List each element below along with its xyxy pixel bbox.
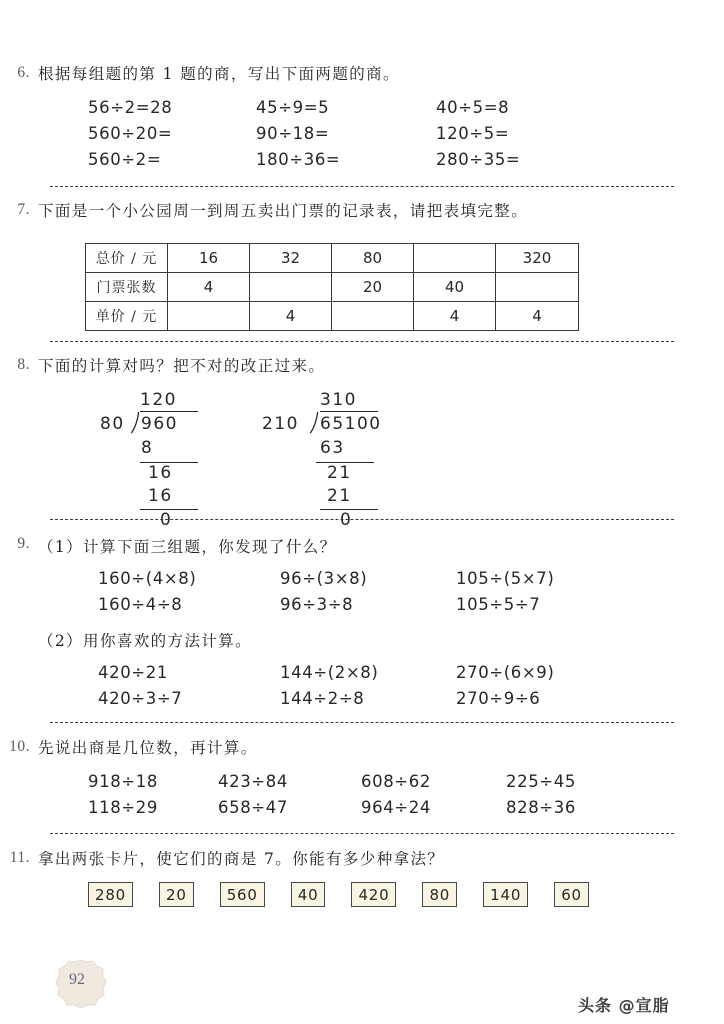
math-expression: 560÷20= bbox=[88, 123, 173, 143]
table-cell[interactable] bbox=[250, 273, 332, 302]
number-card[interactable]: 280 bbox=[88, 882, 133, 907]
exercise-9 bbox=[0, 535, 724, 712]
math-expression: 270÷9÷6 bbox=[456, 689, 541, 708]
math-expression: 658÷47 bbox=[218, 797, 288, 817]
table-cell[interactable] bbox=[332, 302, 414, 331]
exercise-9-part1-label: （1）计算下面三组题，你发现了什么？ bbox=[38, 538, 337, 556]
exercise-10 bbox=[0, 738, 724, 821]
table-row-label: 门票张数 bbox=[86, 273, 168, 302]
math-expression: 96÷3÷8 bbox=[280, 595, 354, 614]
exercise-9-part2-grid bbox=[0, 660, 724, 712]
table-cell[interactable]: 40 bbox=[414, 273, 496, 302]
exercise-11-prompt: 拿出两张卡片，使它们的商是 7。你能有多少种拿法？ bbox=[38, 850, 445, 868]
table-row bbox=[86, 273, 579, 302]
exercise-7-header bbox=[0, 201, 724, 222]
number-card[interactable]: 560 bbox=[220, 882, 265, 907]
exercise-9-number: 9. bbox=[17, 535, 30, 552]
division-divisor: 80 bbox=[100, 414, 125, 434]
math-expression: 423÷84 bbox=[218, 771, 288, 791]
division-step: 21 bbox=[327, 486, 352, 506]
math-expression: 96÷(3×8) bbox=[280, 569, 368, 588]
watermark-text: 头条 @宣脂 bbox=[578, 996, 670, 1015]
number-card[interactable]: 420 bbox=[351, 882, 396, 907]
exercise-6-number: 6. bbox=[17, 64, 30, 81]
exercise-11 bbox=[0, 849, 724, 870]
division-divisor: 210 bbox=[262, 414, 299, 434]
division-step: 16 bbox=[148, 486, 173, 506]
math-expression: 118÷29 bbox=[88, 797, 158, 817]
table-cell[interactable]: 320 bbox=[496, 244, 579, 273]
exercise-9-header bbox=[0, 535, 724, 557]
section-divider bbox=[50, 341, 674, 342]
math-expression: 964÷24 bbox=[361, 797, 431, 817]
table-cell[interactable]: 4 bbox=[250, 302, 332, 331]
number-card[interactable]: 80 bbox=[422, 882, 457, 907]
exercise-7-prompt: 下面是一个小公园周一到周五卖出门票的记录表，请把表填完整。 bbox=[38, 202, 529, 220]
division-step: 8 bbox=[141, 438, 154, 458]
exercise-7-number: 7. bbox=[17, 201, 30, 218]
number-card[interactable]: 140 bbox=[483, 882, 528, 907]
table-cell[interactable]: 4 bbox=[496, 302, 579, 331]
math-expression: 828÷36 bbox=[506, 797, 576, 817]
ticket-record-table bbox=[85, 243, 579, 331]
exercise-8-prompt: 下面的计算对吗？把不对的改正过来。 bbox=[38, 357, 326, 375]
division-bracket-icon bbox=[130, 412, 140, 434]
math-expression: 105÷5÷7 bbox=[456, 595, 541, 614]
table-row-label: 单价 / 元 bbox=[86, 302, 168, 331]
exercise-11-number: 11. bbox=[9, 849, 30, 866]
math-expression: 40÷5=8 bbox=[436, 97, 510, 117]
exercise-9-part2-header bbox=[0, 629, 724, 651]
division-step: 63 bbox=[320, 438, 345, 458]
math-expression: 90÷18= bbox=[256, 123, 330, 143]
exercise-10-number: 10. bbox=[9, 738, 30, 755]
long-division-1 bbox=[100, 390, 280, 530]
math-expression: 45÷9=5 bbox=[256, 97, 330, 117]
table-cell[interactable]: 4 bbox=[414, 302, 496, 331]
table-cell[interactable]: 80 bbox=[332, 244, 414, 273]
division-step: 0 bbox=[340, 510, 353, 530]
math-expression: 105÷(5×7) bbox=[456, 569, 555, 588]
exercise-11-header bbox=[0, 849, 724, 870]
exercise-6 bbox=[0, 64, 724, 173]
exercise-8-number: 8. bbox=[17, 356, 30, 373]
division-step: 0 bbox=[160, 510, 173, 530]
division-quotient: 120 bbox=[140, 390, 198, 412]
number-card[interactable]: 40 bbox=[291, 882, 326, 907]
number-card[interactable]: 20 bbox=[159, 882, 194, 907]
table-cell[interactable]: 20 bbox=[332, 273, 414, 302]
exercise-9-part1-grid bbox=[0, 566, 724, 618]
exercise-6-math-grid bbox=[0, 95, 724, 173]
page-number: 92 bbox=[69, 971, 85, 988]
table-cell[interactable] bbox=[168, 302, 250, 331]
math-expression: 144÷(2×8) bbox=[280, 663, 379, 682]
section-divider bbox=[50, 519, 674, 520]
math-expression: 270÷(6×9) bbox=[456, 663, 555, 682]
exercise-7 bbox=[0, 201, 724, 222]
table-row bbox=[86, 302, 579, 331]
division-dividend: 65100 bbox=[320, 414, 382, 434]
division-quotient: 310 bbox=[320, 390, 378, 412]
exercise-10-math-grid bbox=[0, 769, 724, 821]
exercise-10-prompt: 先说出商是几位数，再计算。 bbox=[38, 739, 258, 757]
table-cell[interactable]: 4 bbox=[168, 273, 250, 302]
table-cell[interactable] bbox=[496, 273, 579, 302]
exercise-10-header bbox=[0, 738, 724, 759]
table-cell[interactable] bbox=[414, 244, 496, 273]
math-expression: 560÷2= bbox=[88, 149, 162, 169]
table-row bbox=[86, 244, 579, 273]
math-expression: 225÷45 bbox=[506, 771, 576, 791]
long-division-2 bbox=[262, 390, 482, 530]
division-step: 21 bbox=[327, 463, 352, 483]
math-expression: 280÷35= bbox=[436, 149, 521, 169]
math-expression: 420÷3÷7 bbox=[98, 689, 183, 708]
number-card[interactable]: 60 bbox=[554, 882, 589, 907]
math-expression: 608÷62 bbox=[361, 771, 431, 791]
exercise-9-part2-label: （2）用你喜欢的方法计算。 bbox=[38, 632, 253, 650]
math-expression: 918÷18 bbox=[88, 771, 158, 791]
table-cell[interactable]: 32 bbox=[250, 244, 332, 273]
table-cell[interactable]: 16 bbox=[168, 244, 250, 273]
section-divider bbox=[50, 722, 674, 723]
division-step: 16 bbox=[148, 463, 173, 483]
math-expression: 144÷2÷8 bbox=[280, 689, 365, 708]
exercise-8-header bbox=[0, 356, 724, 377]
math-expression: 420÷21 bbox=[98, 663, 168, 682]
math-expression: 120÷5= bbox=[436, 123, 510, 143]
division-bracket-icon bbox=[309, 412, 319, 434]
math-expression: 160÷(4×8) bbox=[98, 569, 197, 588]
section-divider bbox=[50, 833, 674, 834]
exercise-6-header bbox=[0, 64, 724, 85]
section-divider bbox=[50, 186, 674, 187]
exercise-6-prompt: 根据每组题的第 1 题的商，写出下面两题的商。 bbox=[38, 65, 400, 83]
table-row-label: 总价 / 元 bbox=[86, 244, 168, 273]
math-expression: 160÷4÷8 bbox=[98, 595, 183, 614]
exercise-8 bbox=[0, 356, 724, 377]
math-expression: 180÷36= bbox=[256, 149, 341, 169]
division-dividend: 960 bbox=[141, 414, 178, 434]
math-expression: 56÷2=28 bbox=[88, 97, 173, 117]
number-card-row bbox=[88, 882, 589, 907]
